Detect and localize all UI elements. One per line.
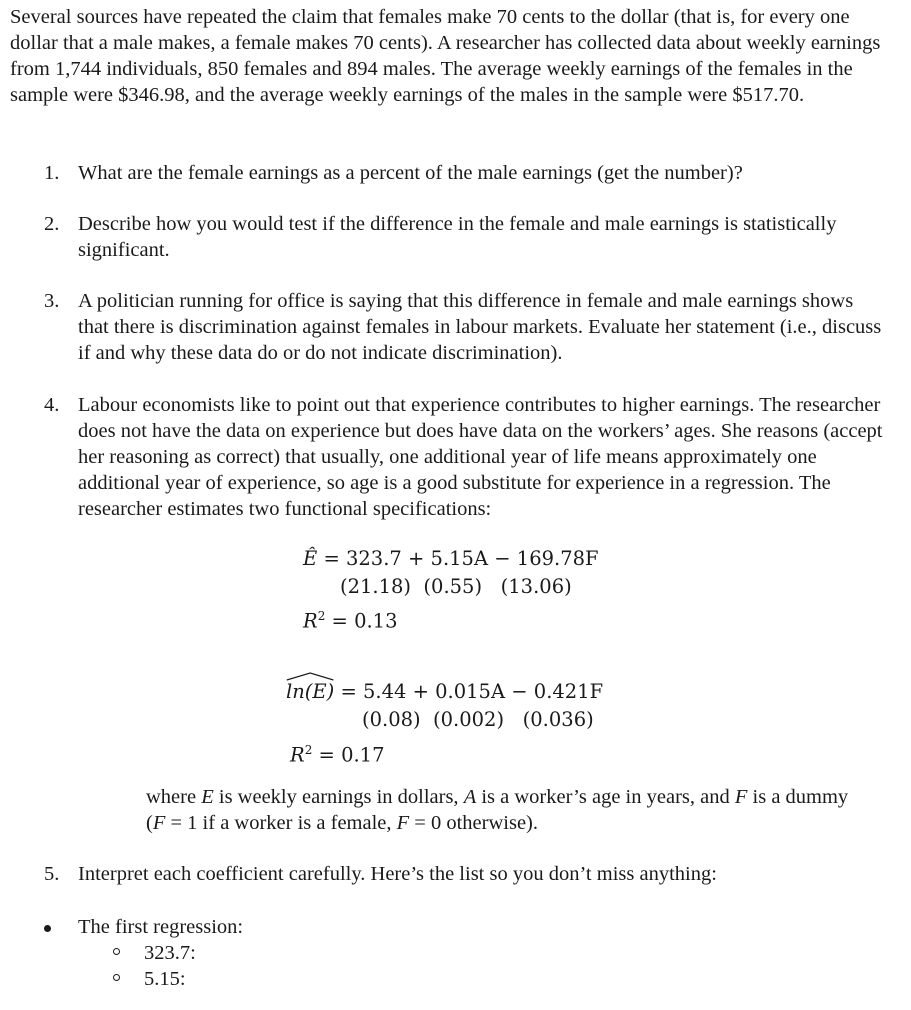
question-4 — [44, 392, 884, 522]
sub-bullet-circle-icon — [113, 974, 120, 981]
variable-f: F — [152, 812, 166, 834]
r-squared-value: = 0.17 — [312, 743, 385, 767]
question-text: A politician running for office is saying that this difference in female and male earnings shows that there is discrimination against females in labour markets. Evaluate her statement (i.e., discuss if and why these data do or do not indicate discrimination). — [78, 290, 882, 364]
regression-2-standard-errors: (0.08) (0.002) (0.036) — [362, 708, 594, 731]
hat-icon — [286, 672, 334, 681]
regression-2-r-squared: $R^2 = 0.17$ — [290, 743, 385, 767]
regression-2-rhs: = 5.44 + 0.015A − 0.421F — [334, 680, 604, 703]
log-earnings-hat — [286, 679, 334, 705]
text-fragment: where — [146, 786, 202, 808]
r-squared-symbol: R — [290, 743, 305, 767]
question-text: What are the female earnings as a percent of the male earnings (get the number)? — [78, 162, 743, 184]
variable-a: A — [463, 786, 477, 808]
question-5 — [44, 861, 884, 887]
text-fragment: is a dummy ( — [146, 786, 849, 834]
sub-bullet-item: 323.7: — [144, 942, 196, 964]
question-2 — [44, 211, 884, 263]
question-number: 3. — [44, 290, 60, 312]
question-1 — [44, 160, 884, 186]
r-squared-value: = 0.13 — [325, 609, 398, 633]
question-text: Labour economists like to point out that experience contributes to higher earnings. The researcher does not have the data on experience but does have data on the workers’ ages. She reasons (accept her reasoning as correct) that usually, one additional year of life means approximately one additional year of experience, so age is a good substitute for experience in a regression. The researcher estimates two functional specifications: — [78, 394, 883, 520]
bullet-icon — [44, 925, 51, 932]
question-number: 4. — [44, 394, 60, 416]
regression-1-equation — [303, 546, 599, 572]
text-fragment: is a worker’s age in years, and — [476, 786, 735, 808]
variable-f: F — [734, 786, 748, 808]
question-text: Interpret each coefficient carefully. Here’s the list so you don’t miss anything: — [78, 863, 717, 885]
regression-1-r-squared: $R^2 = 0.13$ — [303, 609, 398, 633]
text-fragment: = 1 if a worker is a female, — [165, 812, 397, 834]
text-fragment: = 0 otherwise). — [409, 812, 539, 834]
regression-1-lhs: Ê — [303, 547, 318, 570]
intro-paragraph: Several sources have repeated the claim that females make 70 cents to the dollar (that is, for every one dollar that a male makes, a female makes 70 cents). A researcher has collected data about weekly earnings from 1,744 individuals, 850 females and 894 males. The average weekly earnings of the females in the sample were $346.98, and the average weekly earnings of the males in the sample were $517.70. — [10, 6, 881, 106]
variable-f: F — [396, 812, 410, 834]
variable-definitions — [146, 784, 866, 836]
variable-e: E — [201, 786, 214, 808]
regression-1-rhs: = 323.7 + 5.15A − 169.78F — [323, 547, 599, 570]
regression-2-equation — [286, 679, 603, 705]
question-number: 5. — [44, 863, 60, 885]
bullet-item-first-regression: The first regression: — [78, 916, 244, 938]
question-number: 2. — [44, 213, 60, 235]
regression-1-standard-errors: (21.18) (0.55) (13.06) — [340, 575, 572, 598]
r-squared-symbol: R — [303, 609, 318, 633]
sub-bullet-item: 5.15: — [144, 968, 186, 990]
sub-bullet-circle-icon — [113, 948, 120, 955]
question-text: Describe how you would test if the difference in the female and male earnings is statistically significant. — [78, 213, 837, 261]
question-number: 1. — [44, 162, 60, 184]
text-fragment: is weekly earnings in dollars, — [213, 786, 464, 808]
regression-2-lhs: ln(E) — [286, 680, 335, 703]
question-3 — [44, 288, 884, 366]
